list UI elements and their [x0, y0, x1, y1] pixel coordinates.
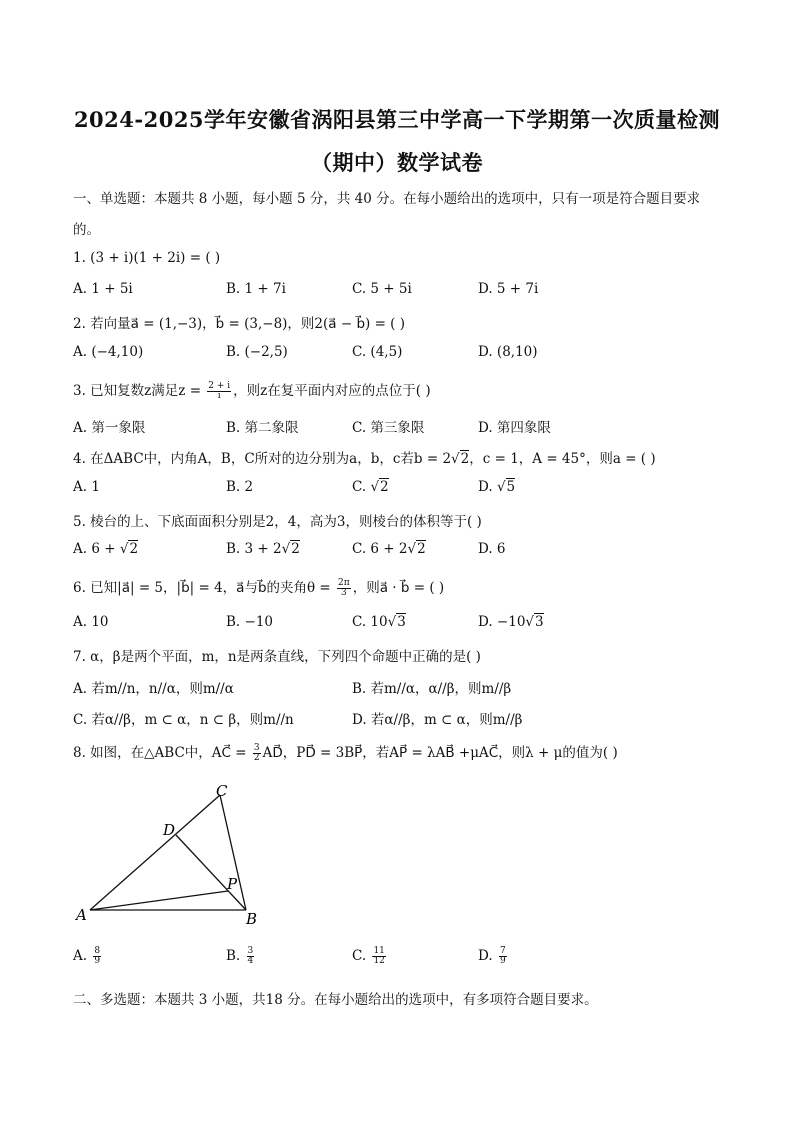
q6-option-c-radicand: 3	[397, 614, 406, 630]
question-4-stem	[73, 447, 656, 467]
q4-stem-pre: 4. 在ΔABC中，内角A，B，C所对的边分别为a，b，c若b = 2	[73, 451, 452, 467]
q4-option-c-radicand: 2	[380, 479, 389, 495]
q8-fraction-numerator: 3	[253, 743, 260, 753]
label-d: D	[163, 821, 176, 839]
label-b: B	[246, 910, 258, 928]
q4-option-a[interactable]: A. 1	[73, 479, 100, 495]
q8-option-d-letter: D.	[478, 948, 493, 964]
q6-option-c[interactable]	[352, 614, 406, 630]
q6-fraction	[337, 579, 351, 598]
q6-stem-pre: 6. 已知|a⃗| = 5，|b⃗| = 4，a⃗与b⃗的夹角θ =	[73, 580, 336, 596]
sqrt-symbol: √	[370, 479, 380, 495]
segment-ac	[90, 795, 220, 910]
question-3-stem	[73, 379, 431, 401]
q8-option-d-numerator: 7	[499, 946, 506, 956]
q6-fraction-numerator: 2π	[338, 578, 350, 588]
q8-fraction-denominator: 2	[253, 753, 260, 763]
q5-option-c-label: C. 6 + 2	[352, 541, 408, 557]
q2-option-b[interactable]: B. (−2,5)	[226, 344, 288, 360]
q4-stem-post: ，c = 1，A = 45°，则a = ( )	[469, 451, 656, 467]
q3-option-b[interactable]: B. 第二象限	[226, 420, 299, 436]
q5-option-c[interactable]	[352, 541, 426, 557]
q3-option-c[interactable]: C. 第三象限	[352, 420, 425, 436]
q4-option-d-radicand: 5	[506, 479, 516, 495]
q8-option-a-denominator: 9	[94, 956, 101, 966]
q2-option-a[interactable]: A. (−4,10)	[73, 344, 144, 360]
q3-fraction	[207, 382, 231, 401]
question-5-stem: 5. 棱台的上、下底面面积分别是2，4，高为3，则棱台的体积等于( )	[73, 514, 482, 530]
sqrt-symbol: √	[407, 541, 417, 557]
q7-option-c[interactable]: C. 若α//β，m ⊂ α，n ⊂ β，则m//n	[73, 712, 294, 728]
q6-option-d[interactable]	[478, 614, 544, 630]
question-1-stem: 1. (3 + i)(1 + 2i) = ( )	[73, 250, 221, 266]
sqrt-symbol: √	[451, 451, 460, 467]
q7-option-b[interactable]: B. 若m//α，α//β，则m//β	[352, 681, 512, 697]
section-1-heading: 一、单选题：本题共 8 小题，每小题 5 分，共 40 分。在每小题给出的选项中，只有一项是符合题目要求	[73, 191, 701, 207]
q6-stem-post: ，则a⃗ · b⃗ = ( )	[352, 580, 445, 596]
q3-fraction-denominator: i	[217, 391, 221, 401]
q8-stem-post: AD⃗，PD⃗ = 3BP⃗，若AP⃗ = λAB⃗ +μAC⃗，则λ + μ的值为( )	[262, 745, 618, 761]
segment-db	[176, 835, 246, 910]
label-p: P	[227, 875, 238, 893]
q4-option-d-label: D.	[478, 479, 497, 495]
q8-option-c-fraction	[372, 947, 385, 966]
q5-option-a-label: A. 6 +	[73, 541, 120, 557]
q6-fraction-denominator: 3	[341, 588, 347, 598]
q4-option-c-label: C.	[352, 479, 371, 495]
q3-fraction-numerator: 2 + i	[208, 381, 231, 391]
q8-option-b-numerator: 3	[247, 946, 254, 956]
q6-option-d-label: D. −10	[478, 614, 526, 630]
q6-option-a[interactable]: A. 10	[73, 614, 109, 630]
q8-stem-pre: 8. 如图，在△ABC中，AC⃗ =	[73, 745, 251, 761]
q4-option-c[interactable]	[352, 479, 389, 495]
q1-option-a[interactable]: A. 1 + 5i	[73, 281, 133, 297]
q6-option-b[interactable]: B. −10	[226, 614, 273, 630]
q1-option-b[interactable]: B. 1 + 7i	[226, 281, 286, 297]
q8-option-b-denominator: 4	[247, 956, 254, 966]
q8-option-d-fraction	[499, 947, 507, 966]
q6-option-d-radicand: 3	[535, 614, 544, 630]
question-6-stem	[73, 576, 444, 598]
q3-option-a[interactable]: A. 第一象限	[73, 420, 146, 436]
q2-option-d[interactable]: D. (8,10)	[478, 344, 538, 360]
question-8-stem	[73, 741, 618, 763]
q8-option-a-numerator: 8	[94, 946, 101, 956]
q8-option-b-letter: B.	[226, 948, 241, 964]
label-a: A	[76, 906, 87, 924]
sqrt-symbol: √	[281, 541, 291, 557]
q4-option-d[interactable]	[478, 479, 515, 495]
q5-option-a-radicand: 2	[129, 541, 139, 557]
q8-option-c-letter: C.	[352, 948, 367, 964]
q8-option-c[interactable]	[352, 947, 388, 966]
q5-option-c-radicand: 2	[417, 541, 426, 557]
q3-stem-post: ，则z在复平面内对应的点位于( )	[233, 383, 431, 399]
q4-radicand: 2	[460, 451, 470, 467]
q8-option-d-denominator: 9	[499, 956, 506, 966]
q3-option-d[interactable]: D. 第四象限	[478, 420, 551, 436]
label-c: C	[216, 782, 228, 800]
q5-option-a[interactable]	[73, 541, 138, 557]
triangle-figure	[60, 780, 290, 930]
section-1-heading-cont: 的。	[73, 222, 100, 238]
q3-stem-pre: 3. 已知复数z满足z =	[73, 383, 206, 399]
q8-fraction	[253, 744, 261, 763]
q5-option-b[interactable]	[226, 541, 300, 557]
q8-option-a-fraction	[93, 947, 101, 966]
sqrt-symbol: √	[387, 614, 397, 630]
sqrt-symbol: √	[496, 479, 506, 495]
q8-option-c-denominator: 12	[373, 956, 385, 966]
q8-option-b-fraction	[247, 947, 255, 966]
question-2-stem: 2. 若向量a⃗ = (1,−3)，b⃗ = (3,−8)，则2(a⃗ − b⃗) = ( )	[73, 316, 406, 332]
q8-option-b[interactable]	[226, 947, 256, 966]
q1-option-c[interactable]: C. 5 + 5i	[352, 281, 412, 297]
q5-option-d[interactable]: D. 6	[478, 541, 506, 557]
segment-ap	[90, 891, 228, 910]
section-2-heading: 二、多选题：本题共 3 小题，共18 分。在每小题给出的选项中，有多项符合题目要求。	[73, 992, 598, 1008]
sqrt-symbol: √	[525, 614, 535, 630]
page-title-line-1: 2024-2025学年安徽省涡阳县第三中学高一下学期第一次质量检测	[73, 107, 721, 132]
q4-option-b[interactable]: B. 2	[226, 479, 254, 495]
q7-option-d[interactable]: D. 若α//β，m ⊂ α，则m//β	[352, 712, 523, 728]
q8-option-a[interactable]	[73, 947, 103, 966]
q8-option-c-numerator: 11	[373, 946, 385, 956]
q6-option-c-label: C. 10	[352, 614, 388, 630]
q5-option-b-label: B. 3 + 2	[226, 541, 282, 557]
sqrt-symbol: √	[119, 541, 129, 557]
q2-option-c[interactable]: C. (4,5)	[352, 344, 403, 360]
question-7-stem: 7. α，β是两个平面，m，n是两条直线，下列四个命题中正确的是( )	[73, 649, 481, 665]
q1-option-d[interactable]: D. 5 + 7i	[478, 281, 539, 297]
q7-option-a[interactable]: A. 若m//n，n//α，则m//α	[73, 681, 234, 697]
q8-option-a-letter: A.	[73, 948, 88, 964]
q5-option-b-radicand: 2	[291, 541, 300, 557]
page-title-line-2: （期中）数学试卷	[311, 150, 483, 175]
q8-option-d[interactable]	[478, 947, 509, 966]
